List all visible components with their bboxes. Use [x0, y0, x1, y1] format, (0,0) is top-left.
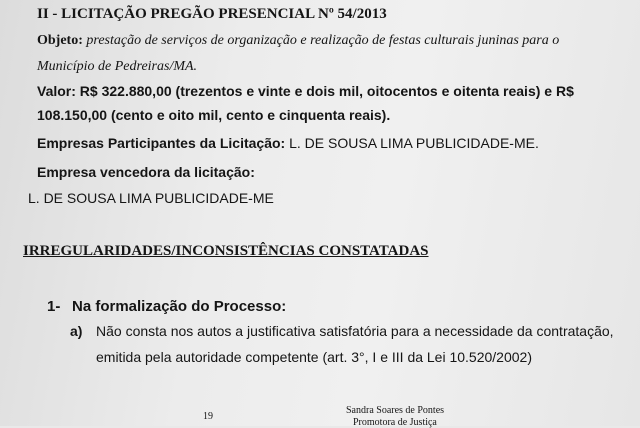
empresas-participantes [37, 135, 539, 151]
objeto-label: Objeto: [37, 33, 83, 48]
valor-line-1: Valor: R$ 322.880,00 (trezentos e vinte e dois mil, oitocentos e oitenta reais) e R$ [37, 83, 574, 99]
item-1-number: 1- [47, 298, 61, 315]
page-number: 19 [203, 411, 213, 422]
valor-line-2: 108.150,00 (cento e oito mil, cento e cinquenta reais). [37, 107, 391, 123]
empresas-participantes-label: Empresas Participantes da Licitação: [37, 135, 286, 151]
item-1a-line-1: Não consta nos autos a justificativa satisfatória para a necessidade da contratação, [96, 323, 614, 339]
item-1-title: Na formalização do Processo: [72, 298, 287, 315]
objeto-line-1 [37, 33, 559, 49]
signer-name: Sandra Soares de Pontes [346, 405, 445, 416]
objeto-text-2: Município de Pedreiras/MA. [37, 59, 198, 74]
objeto-text-1: prestação de serviços de organização e realização de festas culturais juninas para o [86, 33, 560, 48]
irregularidades-heading: IRREGULARIDADES/INCONSISTÊNCIAS CONSTATADAS [23, 243, 429, 259]
item-1a-line-2: emitida pela autoridade competente (art. 3°, I e III da Lei 10.520/2002) [96, 349, 532, 365]
item-1a-marker: a) [70, 323, 83, 339]
empresas-participantes-value: L. DE SOUSA LIMA PUBLICIDADE-ME. [289, 135, 539, 151]
signer-role: Promotora de Justiça [353, 417, 437, 428]
empresa-vencedora-label: Empresa vencedora da licitação: [37, 164, 255, 180]
empresa-vencedora-value: L. DE SOUSA LIMA PUBLICIDADE-ME [28, 190, 274, 206]
section-heading: II - LICITAÇÃO PREGÃO PRESENCIAL Nº 54/2013 [37, 6, 387, 22]
